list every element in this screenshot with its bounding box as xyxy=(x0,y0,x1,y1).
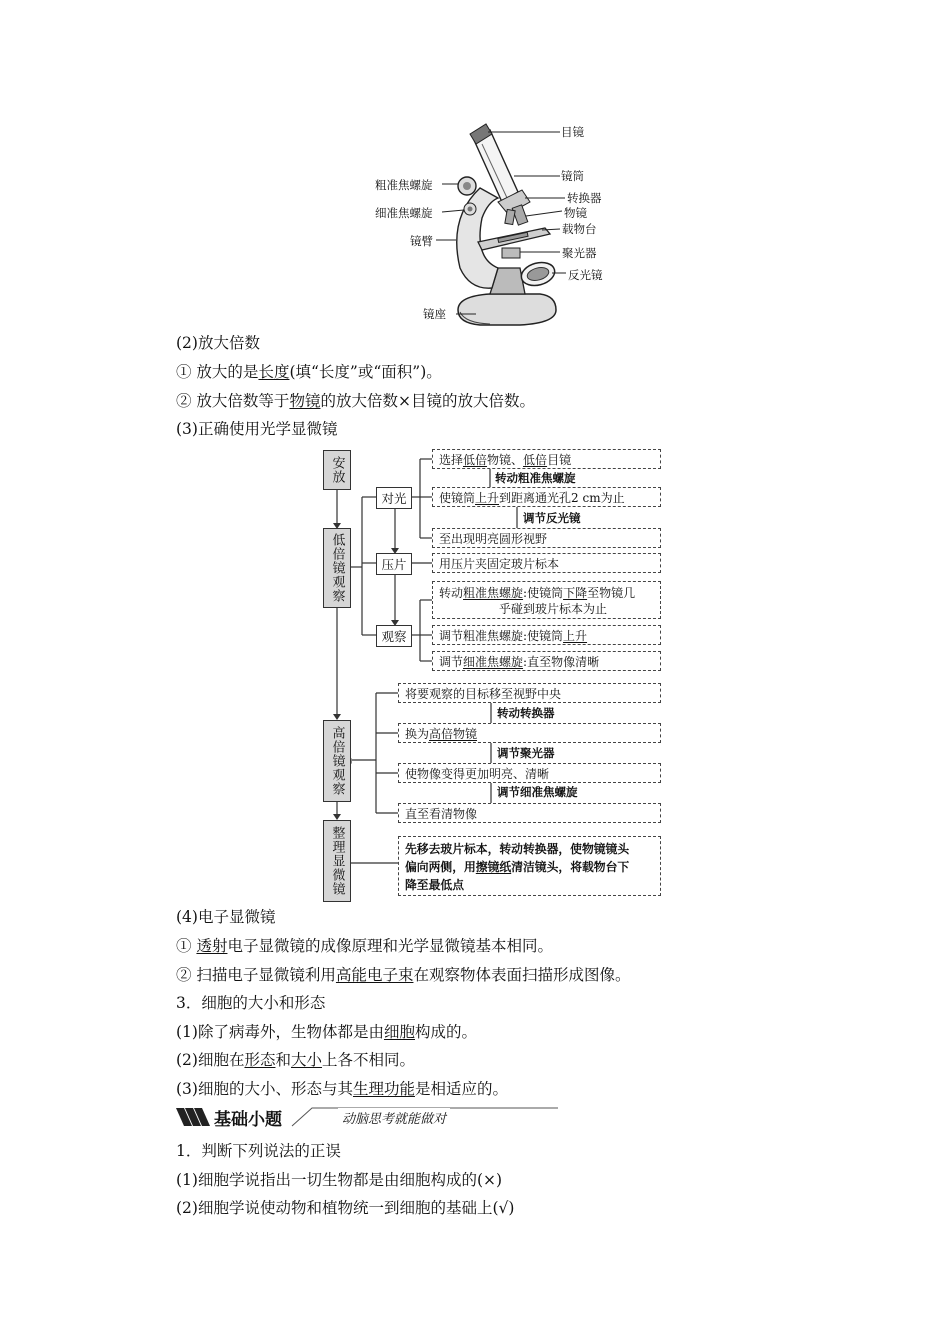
answer-blank: 物镜 xyxy=(289,392,321,410)
quiz-heading: 1．判断下列说法的正误 xyxy=(176,1142,341,1160)
box-tidy xyxy=(398,836,661,896)
text: 的放大倍数×目镜的放大倍数。 xyxy=(320,392,535,410)
text: :使镜筒 xyxy=(523,586,564,600)
answer-blank: 擦镜纸 xyxy=(475,860,512,874)
answer-blank: 细胞 xyxy=(383,1023,415,1041)
answer-blank: 上升 xyxy=(563,628,588,643)
text: ① 放大的是 xyxy=(176,363,259,381)
label-converter: 转换器 xyxy=(567,191,602,205)
box-lower-tube xyxy=(432,581,661,619)
answer-blank: 低倍 xyxy=(463,452,488,467)
text: 构成的。 xyxy=(414,1023,477,1041)
answer-blank: 高倍物镜 xyxy=(429,726,478,741)
text: 转动 xyxy=(439,586,464,600)
box-lower-tube-line2: 乎碰到玻片标本为止 xyxy=(499,602,608,616)
size-line-3 xyxy=(176,1079,508,1099)
label-arm: 镜臂 xyxy=(410,234,433,248)
box-raise-tube xyxy=(432,487,661,507)
box-bright-field: 至出现明亮圆形视野 xyxy=(432,528,661,548)
label-base: 镜座 xyxy=(423,307,446,321)
answer-blank: 低倍 xyxy=(523,452,548,467)
text: 至物镜几 xyxy=(587,586,636,600)
text: 是相适应的。 xyxy=(414,1080,508,1098)
node-low-power: 低倍镜观察 xyxy=(323,528,351,608)
tidy-line2 xyxy=(405,858,660,876)
box-lower-tube-line1 xyxy=(439,585,660,601)
answer-blank: 生理功能 xyxy=(352,1080,415,1098)
answer-blank: 高能电子束 xyxy=(335,966,414,984)
answer-blank: 形态 xyxy=(244,1051,276,1069)
text: 换为 xyxy=(405,726,430,741)
text: 偏向两侧，用 xyxy=(405,860,476,874)
size-line-1 xyxy=(176,1022,477,1042)
tip-adjust-fine: 调节细准焦螺旋 xyxy=(497,785,578,799)
text: 选择 xyxy=(439,452,464,467)
answer-blank: 透射 xyxy=(196,937,228,955)
box-fine-focus xyxy=(432,651,661,671)
answer-blank: 下降 xyxy=(563,586,588,600)
text: (1)除了病毒外，生物体都是由 xyxy=(176,1023,384,1041)
step-observe: 观察 xyxy=(376,625,412,647)
size-line-2 xyxy=(176,1050,415,1070)
text: ② 放大倍数等于 xyxy=(176,392,290,410)
mag-heading: (2)放大倍数 xyxy=(176,334,260,352)
text: :直至物像清晰 xyxy=(523,654,600,669)
label-fine-knob: 细准焦螺旋 xyxy=(375,206,433,220)
node-tidy: 整理显微镜 xyxy=(323,820,351,902)
step-light: 对光 xyxy=(376,487,412,509)
em-line-1 xyxy=(176,936,553,956)
step-press: 压片 xyxy=(376,553,412,575)
text: 物镜、 xyxy=(487,452,524,467)
box-coarse-up xyxy=(432,625,661,645)
text: (填“长度”或“面积”)。 xyxy=(289,363,442,381)
text: ② 扫描电子显微镜利用 xyxy=(176,966,336,984)
text: 目镜 xyxy=(547,452,572,467)
box-brighter: 使物像变得更加明亮、清晰 xyxy=(398,763,661,783)
size-heading: 3．细胞的大小和形态 xyxy=(176,994,326,1012)
text: 电子显微镜的成像原理和光学显微镜基本相同。 xyxy=(227,937,553,955)
em-line-2 xyxy=(176,965,630,985)
em-heading: (4)电子显微镜 xyxy=(176,908,276,926)
box-fix-slide: 用压片夹固定玻片标本 xyxy=(432,553,661,573)
label-objective: 物镜 xyxy=(564,206,587,220)
text: (2)细胞在 xyxy=(176,1051,245,1069)
tip-adjust-condenser: 调节聚光器 xyxy=(497,746,555,760)
text: 调节 xyxy=(439,654,464,669)
quiz-item-2: (2)细胞学说使动物和植物统一到细胞的基础上(√) xyxy=(176,1199,515,1217)
answer-blank: 粗准焦螺旋 xyxy=(463,586,524,600)
label-condenser: 聚光器 xyxy=(562,246,597,260)
text: 和 xyxy=(275,1051,291,1069)
text: ① xyxy=(176,937,197,955)
node-install: 安放 xyxy=(323,450,351,490)
label-stage: 载物台 xyxy=(562,222,597,236)
box-clear-image: 直至看清物像 xyxy=(398,803,661,823)
text: 到距离通光孔2 cm为止 xyxy=(499,490,625,505)
text: (3)细胞的大小、形态与其 xyxy=(176,1080,353,1098)
tip-turn-converter: 转动转换器 xyxy=(497,706,555,720)
label-eyepiece: 目镜 xyxy=(561,125,584,139)
box-select-lenses xyxy=(432,449,661,469)
box-switch-high xyxy=(398,723,661,743)
answer-blank: 大小 xyxy=(291,1051,323,1069)
text: 上各不相同。 xyxy=(322,1051,416,1069)
tip-adjust-mirror: 调节反光镜 xyxy=(523,511,581,525)
node-high-power: 高倍镜观察 xyxy=(323,720,351,802)
label-mirror: 反光镜 xyxy=(568,268,603,282)
text: 使镜筒 xyxy=(439,490,476,505)
text: 清洁镜头，将载物台下 xyxy=(511,860,630,874)
tip-turn-coarse: 转动粗准焦螺旋 xyxy=(495,471,576,485)
tidy-line1: 先移去玻片标本，转动转换器，使物镜镜头 xyxy=(405,842,630,856)
answer-blank: 上升 xyxy=(475,490,500,505)
banner-subtitle: 动脑思考就能做对 xyxy=(338,1108,450,1127)
answer-blank: 细准焦螺旋 xyxy=(463,654,524,669)
box-center-target: 将要观察的目标移至视野中央 xyxy=(398,683,661,703)
label-tube: 镜筒 xyxy=(561,169,584,183)
quiz-item-1: (1)细胞学说指出一切生物都是由细胞构成的(×) xyxy=(176,1171,503,1189)
banner-stripes-icon xyxy=(176,1106,216,1128)
tidy-line3: 降至最低点 xyxy=(405,878,464,892)
answer-blank: 长度 xyxy=(258,363,290,381)
use-heading: (3)正确使用光学显微镜 xyxy=(176,420,338,438)
text: 调节粗准焦螺旋:使镜筒 xyxy=(439,628,564,643)
label-coarse-knob: 粗准焦螺旋 xyxy=(375,178,433,192)
banner-title: 基础小题 xyxy=(214,1110,282,1130)
text: 在观察物体表面扫描形成图像。 xyxy=(413,966,631,984)
